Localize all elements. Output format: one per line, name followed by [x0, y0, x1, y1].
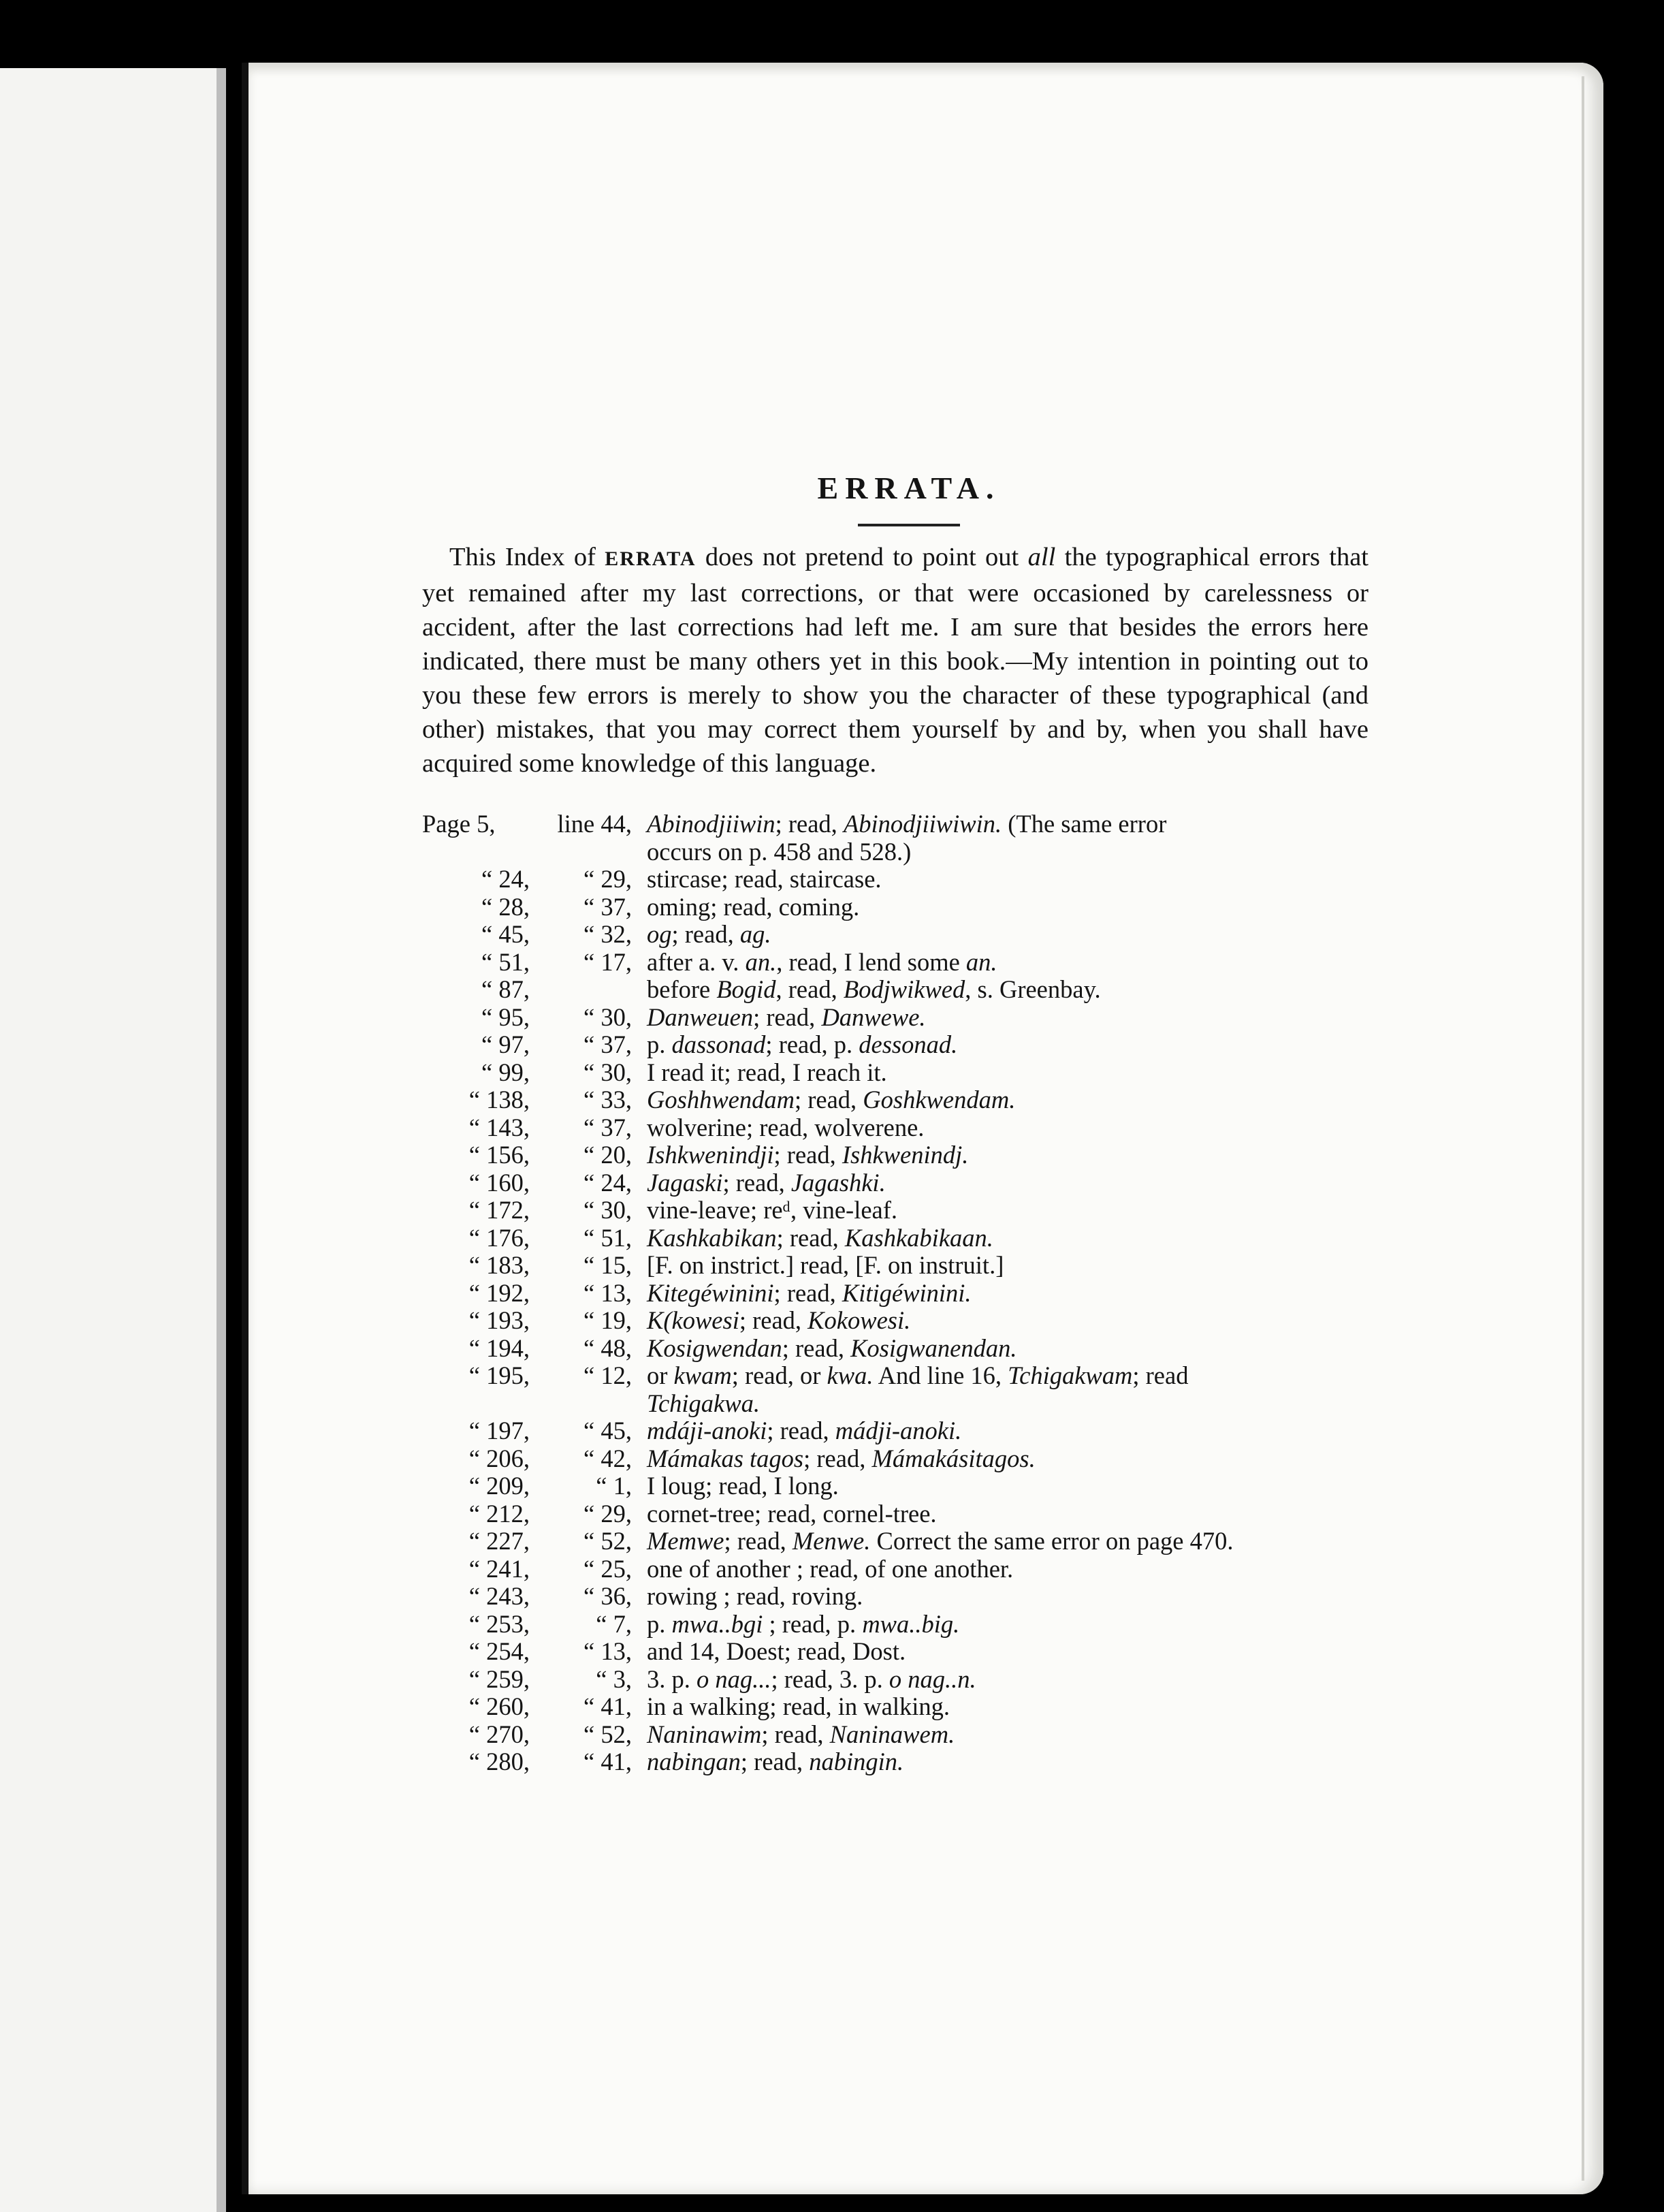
errata-text: cornet-tree; read, cornel-tree.: [647, 1499, 937, 1528]
errata-text: vine-leave; re⁠ᵈ, vine-leaf.: [647, 1196, 898, 1224]
errata-page-ref: “ 206,: [468, 1444, 530, 1472]
errata-text: Kosigwendan: [647, 1333, 782, 1362]
errata-row: [422, 1611, 1369, 1639]
errata-row: [422, 921, 1369, 949]
errata-correction: [647, 1335, 1017, 1363]
errata-text: stircase; read, staircase.: [647, 865, 882, 893]
errata-correction: [647, 1197, 897, 1224]
errata-page-ref: “ 209,: [468, 1472, 530, 1500]
errata-page-ref: “ 241,: [468, 1554, 530, 1583]
errata-row: [422, 1693, 1369, 1721]
errata-text: and 14, Doest; read, Dost.: [647, 1637, 906, 1665]
errata-row: [422, 1059, 1369, 1087]
errata-text: mwa..bgi: [671, 1609, 763, 1638]
errata-correction: [647, 1280, 972, 1308]
errata-text: Jagaski: [647, 1168, 723, 1197]
errata-correction: [647, 1169, 886, 1197]
errata-page-ref: “ 172,: [468, 1196, 530, 1224]
errata-correction: [647, 1004, 926, 1032]
errata-text: an.: [745, 947, 777, 976]
errata-correction: [647, 894, 859, 921]
errata-text: Kokowesi.: [807, 1306, 911, 1334]
errata-correction: [647, 1445, 1036, 1473]
errata-line-ref: “ 13,: [583, 1278, 632, 1307]
errata-section: [422, 470, 1369, 1776]
errata-correction: [647, 1390, 760, 1418]
errata-page-ref: “ 97,: [481, 1030, 530, 1058]
errata-text: I loug; read, I long.: [647, 1472, 839, 1500]
errata-line-ref: “ 37,: [583, 1030, 632, 1058]
facing-page: [0, 68, 226, 2212]
errata-correction: [647, 1611, 959, 1639]
errata-line-ref: “ 24,: [583, 1168, 632, 1197]
errata-text: oming; read, coming.: [647, 892, 860, 921]
errata-page-ref: “ 260,: [468, 1692, 530, 1720]
errata-text: ; read,: [724, 1527, 793, 1555]
errata-text: ; read,: [761, 1720, 830, 1748]
errata-correction: [647, 921, 771, 949]
errata-text: rowing ; read, roving.: [647, 1582, 863, 1610]
errata-text: p.: [647, 1609, 672, 1638]
errata-correction: [647, 1086, 1015, 1114]
errata-row: [422, 1197, 1369, 1224]
page-title: ERRATA.: [817, 471, 1001, 505]
errata-text: ; read: [1132, 1361, 1189, 1389]
errata-row: [422, 1252, 1369, 1280]
errata-correction: [647, 1748, 903, 1776]
errata-text: Danwewe.: [821, 1002, 926, 1031]
errata-page-ref: “ 45,: [481, 920, 530, 948]
errata-text: And line 16,: [873, 1361, 1008, 1389]
errata-text: Correct the same error on page 470.: [870, 1527, 1234, 1555]
errata-text: ; read,: [776, 1223, 845, 1252]
errata-page-ref: Page 5,: [422, 810, 496, 838]
errata-correction: [647, 1059, 887, 1087]
errata-line-ref: “ 30,: [583, 1002, 632, 1031]
errata-text: kwa.: [827, 1361, 874, 1389]
errata-page-ref: “ 160,: [468, 1168, 530, 1197]
errata-text: , s. Greenbay.: [965, 975, 1101, 1003]
errata-correction: [647, 1583, 863, 1611]
errata-correction: [647, 1528, 1233, 1555]
errata-correction: [647, 1666, 976, 1694]
errata-text: ag.: [739, 920, 771, 948]
errata-text: [F. on instrict.] read, [F. on instruit.]: [647, 1251, 1004, 1279]
errata-line-ref: “ 7,: [596, 1609, 632, 1638]
errata-text: ; read,: [767, 1417, 835, 1444]
errata-row: [422, 976, 1369, 1004]
errata-page-ref: “ 197,: [468, 1417, 530, 1444]
errata-text: Tchigakwam: [1008, 1361, 1133, 1389]
errata-text: mádji-anoki.: [835, 1417, 962, 1444]
errata-text: occurs on p. 458 and 528.): [647, 837, 912, 866]
errata-line-ref: “ 30,: [583, 1196, 632, 1224]
errata-text: nabingin.: [809, 1748, 904, 1775]
errata-text: an.: [965, 947, 997, 976]
errata-correction: [647, 838, 911, 866]
errata-row: [422, 1666, 1369, 1694]
errata-line-ref: “ 29,: [583, 865, 632, 893]
errata-correction: [647, 1721, 955, 1749]
book-gutter: [217, 68, 226, 2212]
errata-row: [422, 1748, 1369, 1776]
errata-line-ref: “ 15,: [583, 1251, 632, 1279]
errata-line-ref: “ 41,: [583, 1748, 632, 1775]
errata-correction: [647, 1638, 906, 1666]
errata-page-ref: “ 193,: [468, 1306, 530, 1334]
errata-line-ref: “ 20,: [583, 1141, 632, 1169]
errata-text: ; read, p.: [763, 1609, 863, 1638]
errata-text: ; read,: [803, 1444, 872, 1472]
errata-text: , read, I lend some: [776, 947, 966, 976]
errata-line-ref: “ 52,: [583, 1527, 632, 1555]
errata-text: ; read,: [740, 1748, 810, 1775]
errata-text: Goshkwendam.: [863, 1086, 1016, 1113]
errata-page-ref: “ 253,: [468, 1609, 530, 1638]
errata-row: [422, 1169, 1369, 1197]
errata-correction: [647, 976, 1101, 1004]
errata-text: Bogid: [716, 975, 776, 1003]
errata-page-ref: “ 280,: [468, 1748, 530, 1775]
errata-correction: [647, 1362, 1188, 1390]
errata-text: Bodjwikwed: [843, 975, 965, 1003]
intro-text-1: This Index of: [449, 543, 605, 571]
errata-text: Kashkabikaan.: [844, 1223, 993, 1252]
errata-line-ref: “ 29,: [583, 1499, 632, 1528]
errata-correction: [647, 1114, 924, 1142]
errata-line-ref: “ 19,: [583, 1306, 632, 1334]
errata-text: Naninawem.: [829, 1720, 955, 1748]
errata-line-ref: “ 42,: [583, 1444, 632, 1472]
errata-text: o nag..n.: [889, 1664, 976, 1693]
errata-text: Abinodjiiwiwin.: [843, 810, 1002, 838]
errata-row: [422, 1417, 1369, 1445]
errata-line-ref: “ 33,: [583, 1086, 632, 1113]
errata-row: [422, 810, 1369, 838]
errata-page-ref: “ 138,: [468, 1086, 530, 1113]
errata-page-ref: “ 194,: [468, 1333, 530, 1362]
errata-text: Memwe: [647, 1527, 724, 1555]
errata-line-ref: “ 17,: [583, 947, 632, 976]
errata-text: Ishkwenindji: [647, 1141, 774, 1169]
errata-text: ; read,: [739, 1306, 808, 1334]
errata-text: , read,: [775, 975, 844, 1003]
errata-text: in a walking; read, in walking.: [647, 1692, 950, 1720]
errata-row: [422, 1004, 1369, 1032]
errata-text: p.: [647, 1030, 672, 1058]
errata-row: [422, 1638, 1369, 1666]
errata-row: [422, 1224, 1369, 1252]
errata-page-ref: “ 195,: [468, 1361, 530, 1389]
errata-text: og: [647, 920, 672, 948]
errata-text: ; read,: [753, 1002, 822, 1031]
errata-page-ref: “ 183,: [468, 1251, 530, 1279]
errata-line-ref: “ 12,: [583, 1361, 632, 1389]
errata-line-ref: “ 52,: [583, 1720, 632, 1748]
errata-row: [422, 1086, 1369, 1114]
errata-page-ref: “ 243,: [468, 1582, 530, 1610]
errata-page-ref: “ 95,: [481, 1002, 530, 1031]
errata-correction: [647, 1472, 839, 1500]
errata-page-ref: “ 143,: [468, 1113, 530, 1141]
errata-text: Danweuen: [647, 1002, 754, 1031]
intro-text-2: does not pretend to point out: [696, 543, 1028, 571]
errata-row: [422, 1500, 1369, 1528]
errata-row: [422, 1472, 1369, 1500]
errata-row: [422, 1031, 1369, 1059]
errata-line-ref: “ 25,: [583, 1554, 632, 1583]
errata-correction: [647, 1693, 950, 1721]
errata-text: Kashkabikan: [647, 1223, 777, 1252]
errata-row: [422, 866, 1369, 894]
errata-row: [422, 1445, 1369, 1473]
errata-correction: [647, 1224, 993, 1252]
errata-row: [422, 894, 1369, 921]
intro-paragraph: [422, 540, 1369, 780]
errata-correction: [647, 810, 1166, 838]
errata-page-ref: “ 24,: [481, 865, 530, 893]
errata-line-ref: “ 37,: [583, 892, 632, 921]
errata-correction: [647, 1500, 937, 1528]
errata-row: [422, 1307, 1369, 1335]
errata-row: [422, 1721, 1369, 1749]
errata-text: mwa..big.: [862, 1609, 960, 1638]
errata-line-ref: “ 37,: [583, 1113, 632, 1141]
errata-page-ref: “ 254,: [468, 1637, 530, 1665]
errata-text: Mámakásitagos.: [871, 1444, 1036, 1472]
errata-text: Kitigéwinini.: [842, 1278, 972, 1307]
errata-text: Menwe.: [792, 1527, 871, 1555]
errata-row: [422, 1280, 1369, 1308]
errata-text: Naninawim: [647, 1720, 762, 1748]
errata-text: Kitegéwinini: [647, 1278, 774, 1307]
errata-text: after a. v.: [647, 947, 746, 976]
errata-row: [422, 1335, 1369, 1363]
errata-row: [422, 1362, 1369, 1390]
title-rule: [858, 524, 960, 526]
errata-row: [422, 1390, 1369, 1418]
errata-page-ref: “ 87,: [481, 975, 530, 1003]
errata-text: ; read,: [671, 920, 740, 948]
errata-page-ref: “ 227,: [468, 1527, 530, 1555]
errata-correction: [647, 1031, 957, 1059]
errata-text: ; read,: [775, 810, 844, 838]
errata-correction: [647, 1555, 1013, 1583]
errata-text: wolverine; read, wolverene.: [647, 1113, 925, 1141]
errata-correction: [647, 1307, 910, 1335]
errata-page-ref: “ 192,: [468, 1278, 530, 1307]
errata-text: kwam: [673, 1361, 732, 1389]
errata-text: K(kowesi: [647, 1306, 739, 1334]
errata-page-ref: “ 176,: [468, 1223, 530, 1252]
errata-list: [422, 810, 1369, 1776]
errata-text: one of another ; read, of one another.: [647, 1554, 1014, 1583]
errata-text: Kosigwanendan.: [850, 1333, 1017, 1362]
errata-line-ref: “ 32,: [583, 920, 632, 948]
intro-errata-word: ERRATA: [605, 548, 697, 570]
errata-row: [422, 1555, 1369, 1583]
errata-text: before: [647, 975, 717, 1003]
errata-text: nabingan: [647, 1748, 741, 1775]
errata-page-ref: “ 99,: [481, 1058, 530, 1086]
errata-row: [422, 1141, 1369, 1169]
errata-line-ref: “ 51,: [583, 1223, 632, 1252]
errata-text: Abinodjiiwin: [647, 810, 775, 838]
errata-row: [422, 838, 1369, 866]
errata-text: o nag...: [697, 1664, 771, 1693]
errata-line-ref: “ 3,: [596, 1664, 632, 1693]
errata-page-ref: “ 259,: [468, 1664, 530, 1693]
errata-line-ref: “ 48,: [583, 1333, 632, 1362]
errata-text: ; read,: [794, 1086, 863, 1113]
errata-row: [422, 1114, 1369, 1142]
errata-text: ; read, or: [731, 1361, 827, 1389]
errata-line-ref: “ 13,: [583, 1637, 632, 1665]
errata-text: ; read,: [782, 1333, 851, 1362]
errata-text: (The same error: [1002, 810, 1167, 838]
errata-text: ; read,: [773, 1278, 842, 1307]
errata-page-ref: “ 51,: [481, 947, 530, 976]
errata-page-ref: “ 212,: [468, 1499, 530, 1528]
errata-page-ref: “ 270,: [468, 1720, 530, 1748]
errata-text: Ishkwenindj.: [842, 1141, 969, 1169]
errata-correction: [647, 866, 882, 894]
errata-text: Jagashki.: [790, 1168, 886, 1197]
errata-correction: [647, 949, 997, 977]
errata-row: [422, 1583, 1369, 1611]
errata-text: ; read, 3. p.: [771, 1664, 889, 1693]
intro-text-3: the typographical errors that yet remained after my last corrections, or that were occasioned by carelessness or accident, after the last corrections had left me. I am sure that besides the errors here indicated, there must be many others yet in this book.—My intention in pointing out to you these few errors is merely to show you the character of these typographical (and other) mistakes, that you may correct them yourself by and by, when you shall have acquired some knowledge of this language.: [422, 543, 1369, 778]
errata-text: Tchigakwa.: [647, 1389, 760, 1417]
errata-correction: [647, 1417, 961, 1445]
errata-page-ref: “ 28,: [481, 892, 530, 921]
errata-line-ref: “ 30,: [583, 1058, 632, 1086]
errata-row: [422, 949, 1369, 977]
errata-line-ref: line 44,: [557, 810, 632, 838]
errata-row: [422, 1528, 1369, 1555]
errata-text: I read it; read, I reach it.: [647, 1058, 887, 1086]
errata-text: mdáji-anoki: [647, 1417, 767, 1444]
errata-text: 3. p.: [647, 1664, 697, 1693]
errata-text: ; read, p.: [765, 1030, 859, 1058]
errata-text: or: [647, 1361, 674, 1389]
errata-text: dessonad.: [859, 1030, 958, 1058]
errata-line-ref: “ 36,: [583, 1582, 632, 1610]
errata-correction: [647, 1252, 1004, 1280]
errata-line-ref: “ 45,: [583, 1417, 632, 1444]
errata-correction: [647, 1141, 968, 1169]
errata-line-ref: “ 1,: [596, 1472, 632, 1500]
errata-page-ref: “ 156,: [468, 1141, 530, 1169]
errata-text: ; read,: [773, 1141, 842, 1169]
intro-all: all: [1027, 543, 1056, 571]
errata-text: dassonad: [671, 1030, 766, 1058]
errata-text: Goshhwendam: [647, 1086, 795, 1113]
errata-text: Mámakas tagos: [647, 1444, 804, 1472]
errata-text: ; read,: [722, 1168, 791, 1197]
errata-line-ref: “ 41,: [583, 1692, 632, 1720]
